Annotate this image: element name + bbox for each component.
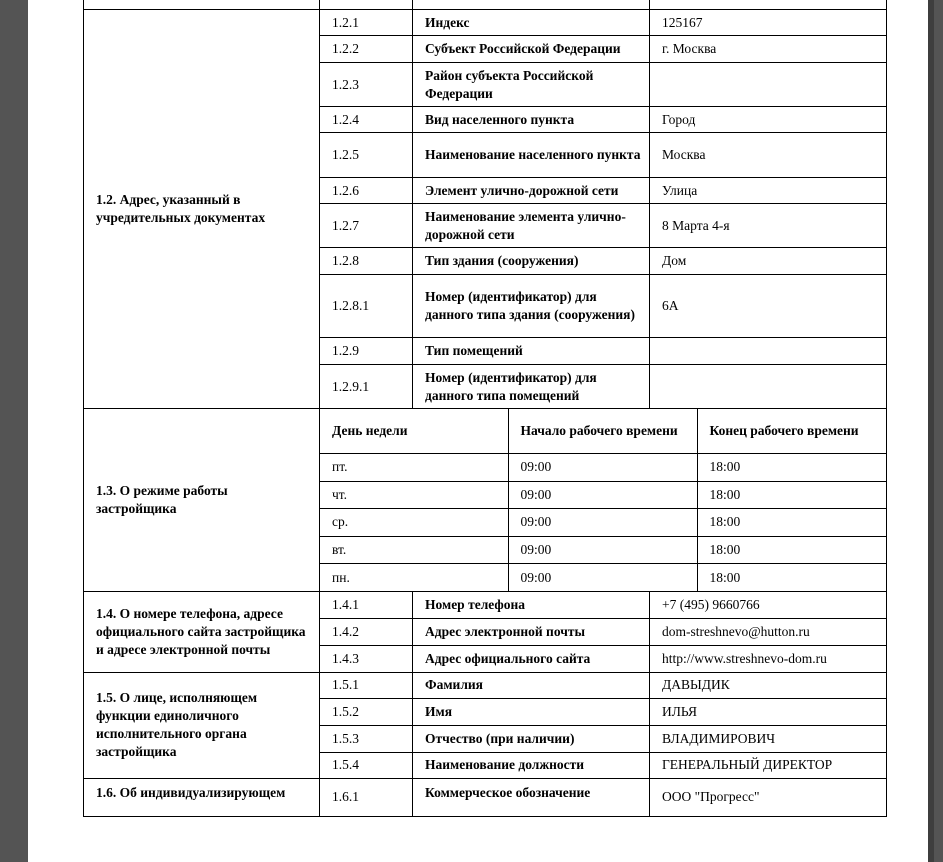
row-value — [650, 63, 887, 107]
row-number: 1.4.3 — [320, 645, 413, 672]
schedule-end: 18:00 — [697, 564, 887, 591]
row-label: Наименование элемента улично-дорожной сети — [413, 204, 650, 248]
schedule-cell — [320, 409, 887, 592]
table-row — [84, 591, 887, 618]
row-value: ГЕНЕРАЛЬНЫЙ ДИРЕКТОР — [650, 752, 887, 778]
row-number: 1.2.6 — [320, 178, 413, 204]
row-label: Номер (идентификатор) для данного типа помещений — [413, 365, 650, 409]
page-shadow — [928, 0, 934, 862]
schedule-end: 18:00 — [697, 481, 887, 509]
row-label: Район субъекта Российской Федерации — [413, 63, 650, 107]
section-title-head: 1.5. О лице, исполняющем функции единоличного исполнительного органа застройщика — [84, 672, 320, 778]
row-label: Адрес электронной почты — [413, 618, 650, 645]
schedule-end: 18:00 — [697, 454, 887, 482]
row-number: 1.5.1 — [320, 672, 413, 698]
row-label: Элемент улично-дорожной сети — [413, 178, 650, 204]
table-row — [84, 10, 887, 36]
row-number: 1.2.2 — [320, 36, 413, 63]
row-number: 1.2.9.1 — [320, 365, 413, 409]
schedule-end: 18:00 — [697, 509, 887, 537]
schedule-start: 09:00 — [508, 454, 697, 482]
table-row — [84, 0, 887, 10]
schedule-row — [320, 509, 887, 537]
row-value: 8 Марта 4-я — [650, 204, 887, 248]
schedule-start: 09:00 — [508, 481, 697, 509]
row-number: 1.2.4 — [320, 107, 413, 133]
row-value: 125167 — [650, 10, 887, 36]
row-label: Адрес официального сайта — [413, 645, 650, 672]
schedule-start: 09:00 — [508, 509, 697, 537]
row-value: ООО "Прогресс" — [650, 778, 887, 816]
document-page — [28, 0, 928, 862]
row-value: Город — [650, 107, 887, 133]
schedule-table — [320, 409, 887, 591]
row-number: 1.6.1 — [320, 778, 413, 816]
row-label: Индекс — [413, 10, 650, 36]
table-row — [84, 778, 887, 816]
schedule-start: 09:00 — [508, 564, 697, 591]
row-label: Наименование должности — [413, 752, 650, 778]
row-value: Дом — [650, 248, 887, 275]
row-label: Отчество (при наличии) — [413, 725, 650, 752]
row-label: Вид населенного пункта — [413, 107, 650, 133]
row-number: 1.2.8 — [320, 248, 413, 275]
row-value: 6А — [650, 275, 887, 338]
table-row — [84, 409, 887, 592]
schedule-day: вт. — [320, 536, 508, 564]
schedule-header-end: Конец рабочего времени — [697, 409, 887, 454]
row-number: 1.2.5 — [320, 133, 413, 178]
row-value — [650, 365, 887, 409]
row-value: ВЛАДИМИРОВИЧ — [650, 725, 887, 752]
row-label: Субъект Российской Федерации — [413, 36, 650, 63]
section-title-contacts: 1.4. О номере телефона, адресе официального сайта застройщика и адресе электронной почты — [84, 591, 320, 672]
row-number: 1.2.7 — [320, 204, 413, 248]
row-value: г. Москва — [650, 36, 887, 63]
row-number: 1.2.3 — [320, 63, 413, 107]
schedule-header-row — [320, 409, 887, 454]
section-title-brand: 1.6. Об индивидуализирующем — [84, 778, 320, 816]
row-label: Фамилия — [413, 672, 650, 698]
row-label: Тип здания (сооружения) — [413, 248, 650, 275]
row-value — [650, 338, 887, 365]
row-value: Улица — [650, 178, 887, 204]
row-number: 1.5.4 — [320, 752, 413, 778]
schedule-header-day: День недели — [320, 409, 508, 454]
schedule-day: чт. — [320, 481, 508, 509]
row-number: 1.4.1 — [320, 591, 413, 618]
row-number: 1.2.8.1 — [320, 275, 413, 338]
section-title-schedule: 1.3. О режиме работы застройщика — [84, 409, 320, 592]
row-value: ДАВЫДИК — [650, 672, 887, 698]
schedule-end: 18:00 — [697, 536, 887, 564]
row-value: Москва — [650, 133, 887, 178]
schedule-row — [320, 454, 887, 482]
schedule-start: 09:00 — [508, 536, 697, 564]
row-number: 1.2.9 — [320, 338, 413, 365]
developer-info-table — [83, 0, 887, 817]
row-number: 1.5.2 — [320, 698, 413, 725]
schedule-row — [320, 564, 887, 591]
table-row — [84, 672, 887, 698]
schedule-day: пт. — [320, 454, 508, 482]
row-value: http://www.streshnevo-dom.ru — [650, 645, 887, 672]
schedule-row — [320, 481, 887, 509]
row-number: 1.5.3 — [320, 725, 413, 752]
row-label: Имя — [413, 698, 650, 725]
row-number: 1.2.1 — [320, 10, 413, 36]
row-value: dom-streshnevo@hutton.ru — [650, 618, 887, 645]
row-label: Номер телефона — [413, 591, 650, 618]
row-label: Номер (идентификатор) для данного типа здания (сооружения) — [413, 275, 650, 338]
row-label: Наименование населенного пункта — [413, 133, 650, 178]
schedule-row — [320, 536, 887, 564]
row-number: 1.4.2 — [320, 618, 413, 645]
schedule-day: пн. — [320, 564, 508, 591]
schedule-day: ср. — [320, 509, 508, 537]
row-value: ИЛЬЯ — [650, 698, 887, 725]
row-label: Тип помещений — [413, 338, 650, 365]
section-title-address: 1.2. Адрес, указанный в учредительных документах — [84, 10, 320, 409]
row-value: +7 (495) 9660766 — [650, 591, 887, 618]
schedule-header-start: Начало рабочего времени — [508, 409, 697, 454]
row-label: Коммерческое обозначение — [413, 778, 650, 816]
